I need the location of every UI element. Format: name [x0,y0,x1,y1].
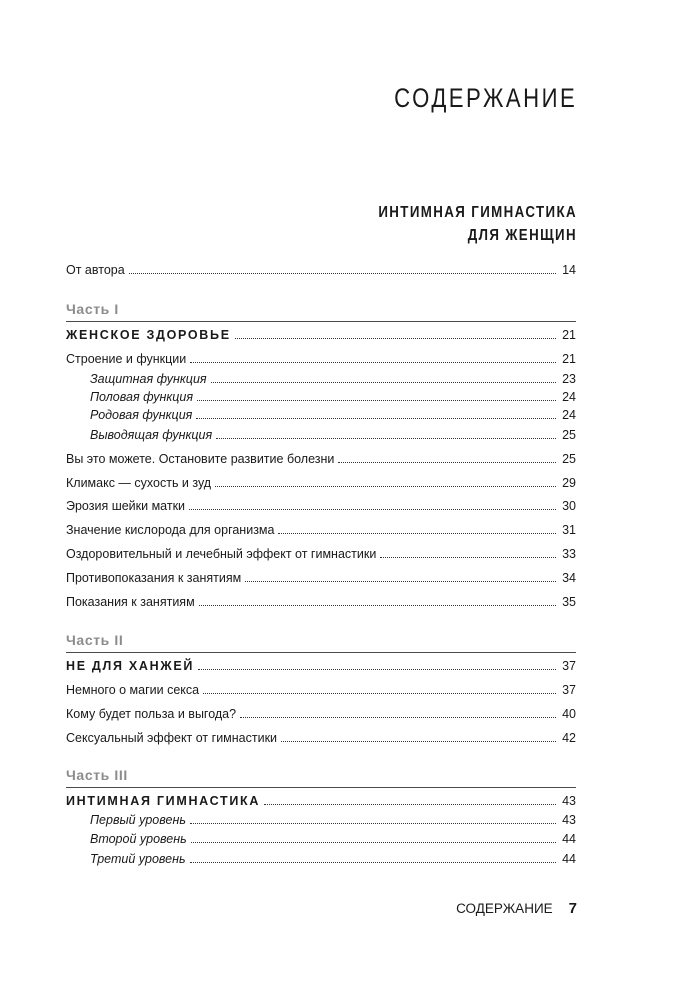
toc-chapter-2[interactable] [66,657,576,673]
toc-entry-title: Климакс — сухость и зуд [66,476,212,490]
book-title-line-1: ИНТИМНАЯ ГИМНАСТИКА [378,204,577,221]
toc-subentry-page: 44 [562,832,576,846]
leader-dots [196,418,556,419]
book-title [378,201,577,247]
leader-dots [216,438,556,439]
toc-subentry-page: 23 [562,372,576,386]
toc-entry-title: Вы это можете. Остановите развитие болезни [66,452,335,466]
chapter-page: 37 [562,659,576,673]
leader-dots [235,338,556,339]
toc-subentry[interactable] [90,370,576,386]
leader-dots [197,400,556,401]
leader-dots [281,741,556,742]
book-title-line-2: ДЛЯ ЖЕНЩИН [467,227,577,244]
toc-entry-title: Сексуальный эффект от гимнастики [66,731,278,745]
leader-dots [191,842,556,843]
toc-subentry-title: Третий уровень [90,852,186,866]
toc-entry-page: 31 [562,523,576,537]
toc-entry-title: Немного о магии секса [66,683,200,697]
leader-dots [380,557,556,558]
toc-subentry-title: Первый уровень [90,813,186,827]
running-head: СОДЕРЖАНИЕ [456,901,553,916]
part-label-1: Часть I [66,301,119,317]
leader-dots [211,382,556,383]
toc-entry[interactable] [66,729,576,745]
toc-entry-page: 33 [562,547,576,561]
page-number: 7 [568,900,577,917]
toc-entry-page: 42 [562,731,576,745]
toc-chapter-3[interactable] [66,792,576,808]
part-divider-3 [66,787,576,788]
toc-entry-title: От автора [66,263,125,277]
toc-entry-page: 40 [562,707,576,721]
toc-entry-title: Строение и функции [66,352,187,366]
toc-entry-title: Значение кислорода для организма [66,523,275,537]
toc-entry[interactable] [66,705,576,721]
toc-entry-intro[interactable] [66,261,576,277]
page-footer [456,900,577,917]
toc-entry-title: Оздоровительный и лечебный эффект от гимнастики [66,547,377,561]
toc-entry-page: 30 [562,499,576,513]
leader-dots [129,273,556,274]
toc-subentry-title: Половая функция [90,390,194,404]
toc-subentry-title: Второй уровень [90,832,187,846]
toc-subentry-page: 43 [562,813,576,827]
toc-entry[interactable] [66,350,576,366]
toc-entry-page: 29 [562,476,576,490]
toc-entry[interactable] [66,569,576,585]
leader-dots [198,669,556,670]
toc-entry-title: Эрозия шейки матки [66,499,186,513]
toc-subentry-page: 44 [562,852,576,866]
toc-subentry-page: 24 [562,408,576,422]
toc-entry[interactable] [66,497,576,513]
leader-dots [264,804,556,805]
part-divider-1 [66,321,576,322]
leader-dots [189,509,556,510]
leader-dots [190,862,556,863]
page-title: СОДЕРЖАНИЕ [393,83,577,113]
toc-subentry-page: 25 [562,428,576,442]
leader-dots [215,486,556,487]
toc-entry-title: Противопоказания к занятиям [66,571,242,585]
toc-entry[interactable] [66,681,576,697]
toc-subentry[interactable] [90,406,576,422]
part-label-2: Часть II [66,632,124,648]
toc-entry-page: 14 [562,263,576,277]
toc-subentry[interactable] [90,850,576,866]
toc-entry[interactable] [66,593,576,609]
toc-entry[interactable] [66,545,576,561]
leader-dots [190,823,556,824]
toc-subentry-title: Родовая функция [90,408,193,422]
toc-subentry[interactable] [90,811,576,827]
leader-dots [278,533,556,534]
toc-subentry[interactable] [90,388,576,404]
part-divider-2 [66,652,576,653]
leader-dots [240,717,556,718]
toc-entry-page: 21 [562,352,576,366]
toc-subentry-page: 24 [562,390,576,404]
toc-entry-page: 25 [562,452,576,466]
chapter-page: 43 [562,794,576,808]
toc-entry-title: Показания к занятиям [66,595,195,609]
toc-subentry[interactable] [90,426,576,442]
toc-chapter-1[interactable] [66,326,576,342]
leader-dots [199,605,556,606]
toc-entry[interactable] [66,521,576,537]
chapter-title: ЖЕНСКОЕ ЗДОРОВЬЕ [66,328,231,342]
toc-entry[interactable] [66,474,576,490]
toc-entry-page: 37 [562,683,576,697]
toc-subentry-title: Защитная функция [90,372,207,386]
toc-entry-page: 34 [562,571,576,585]
toc-subentry[interactable] [90,830,576,846]
toc-entry[interactable] [66,450,576,466]
toc-entry-page: 35 [562,595,576,609]
toc-entry-title: Кому будет польза и выгода? [66,707,237,721]
leader-dots [203,693,556,694]
leader-dots [338,462,556,463]
chapter-title: ИНТИМНАЯ ГИМНАСТИКА [66,794,261,808]
chapter-page: 21 [562,328,576,342]
leader-dots [190,362,556,363]
chapter-title: НЕ ДЛЯ ХАНЖЕЙ [66,659,195,673]
leader-dots [245,581,556,582]
part-label-3: Часть III [66,767,128,783]
toc-subentry-title: Выводящая функция [90,428,213,442]
